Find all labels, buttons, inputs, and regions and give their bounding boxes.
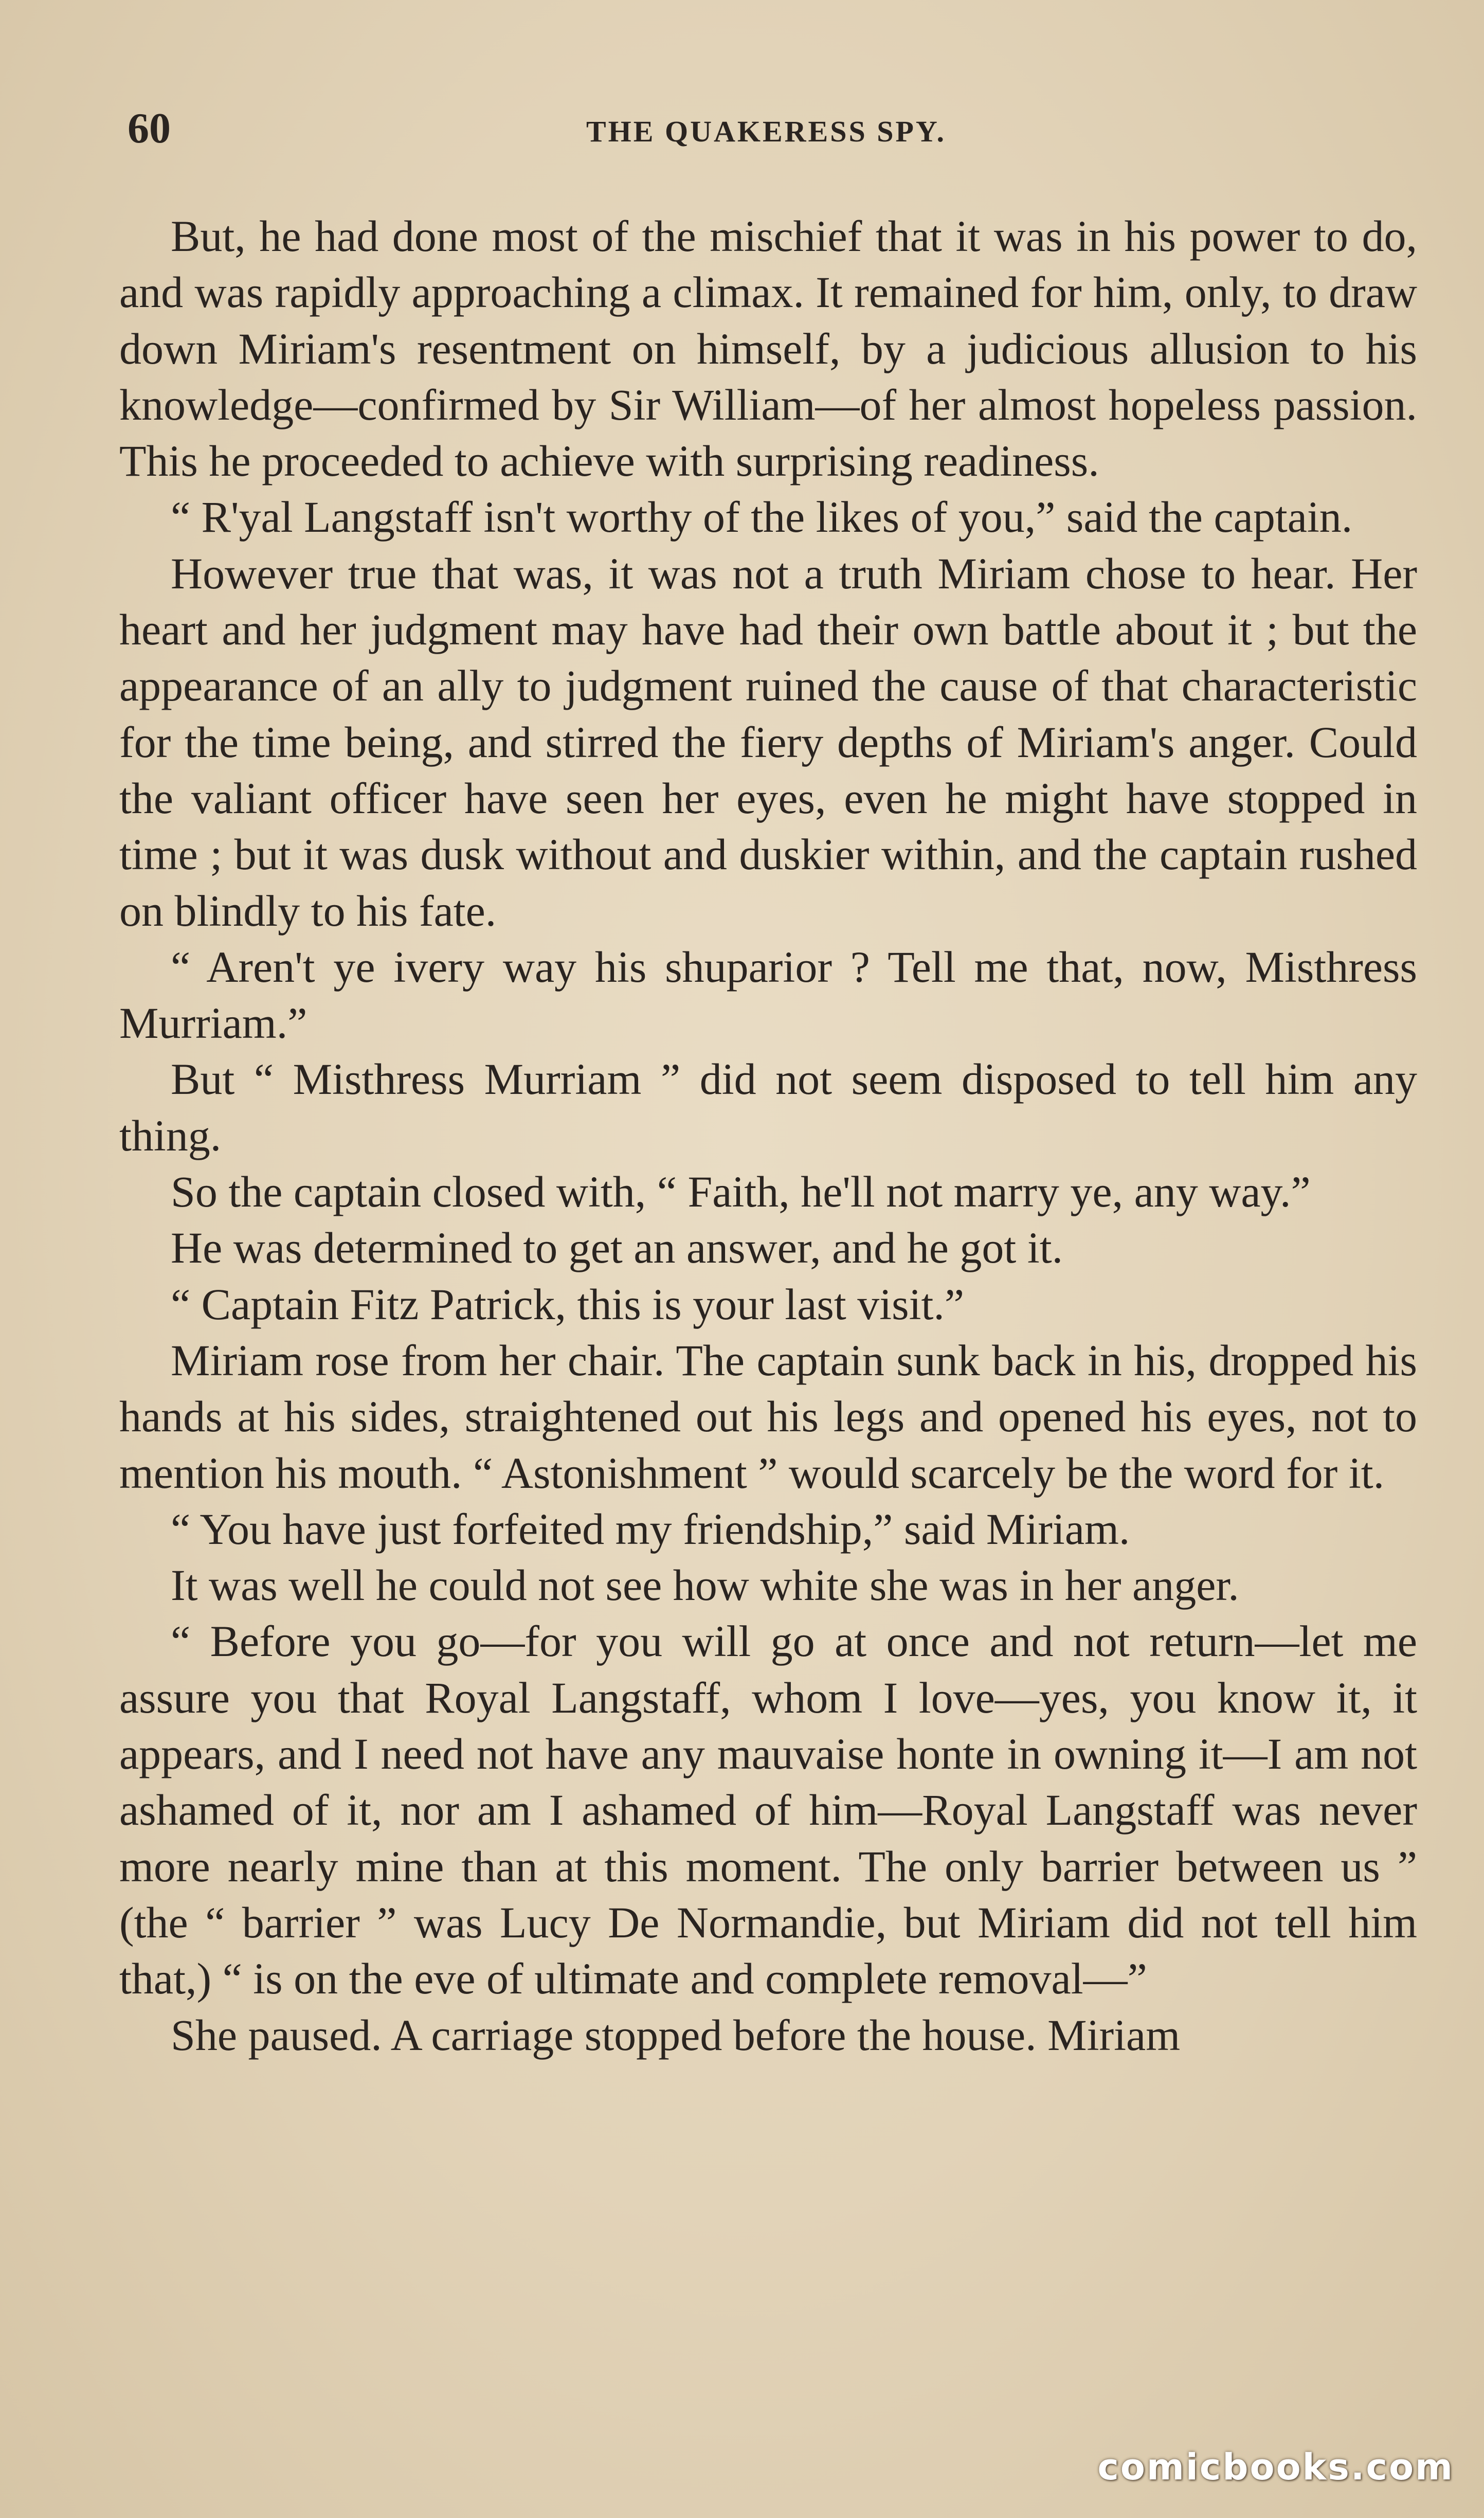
paragraph: However true that was, it was not a truth Miriam chose to hear. Her heart and her judgment may have had their own battle about it ; but the appearance of an ally to judgment ruined the cause of that characteristic for the time being, and stirred the fiery depths of Miriam's anger. Could the valiant officer have seen her eyes, even he might have stopped in time ; but it was dusk without and duskier within, and the captain rushed on blindly to his fate. — [119, 548, 1417, 936]
paragraph: So the captain closed with, “ Faith, he'll not marry ye, any way.” — [171, 1167, 1311, 1217]
paragraph: “ Aren't ye ivery way his shuparior ? Tell me that, now, Misthress Murriam.” — [119, 942, 1417, 1048]
body-text — [119, 208, 1417, 2063]
paragraph: But “ Misthress Murriam ” did not seem disposed to tell him any thing. — [119, 1054, 1417, 1160]
paragraph: “ Before you go—for you will go at once and not return—let me assure you that Royal Langstaff, whom I love—yes, you know it, it appears, and I need not have any mauvaise honte in owning it—I am not ashamed of it, nor am I ashamed of him—Royal Langstaff was never more nearly mine than at this moment. The only barrier between us ” (the “ barrier ” was Lucy De Normandie, but Miriam did not tell him that,) “ is on the eve of ultimate and complete removal—” — [119, 1616, 1417, 2004]
paragraph: She paused. A carriage stopped before the house. Miriam — [171, 2010, 1181, 2060]
paragraph: It was well he could not see how white she was in her anger. — [171, 1560, 1239, 1610]
paragraph: He was determined to get an answer, and he got it. — [171, 1223, 1063, 1273]
paragraph: But, he had done most of the mischief that it was in his power to do, and was rapidly approaching a climax. It remained for him, only, to draw down Miriam's resentment on himself, by a judicious allusion to his knowledge—confirmed by Sir William—of her almost hopeless passion. This he proceeded to achieve with surprising readiness. — [119, 211, 1417, 486]
paragraph: “ Captain Fitz Patrick, this is your last visit.” — [171, 1279, 965, 1329]
paragraph: “ You have just forfeited my friendship,” said Miriam. — [171, 1504, 1130, 1554]
running-title: THE QUAKERESS SPY. — [586, 115, 946, 148]
running-head — [118, 98, 1414, 159]
site-watermark: comicbooks.com — [1097, 2446, 1454, 2488]
page-number: 60 — [128, 104, 171, 152]
paragraph: “ R'yal Langstaff isn't worthy of the likes of you,” said the captain. — [171, 492, 1353, 542]
paragraph: Miriam rose from her chair. The captain sunk back in his, dropped his hands at his sides, straightened out his legs and opened his eyes, not to mention his mouth. “ Astonishment ” would scarcely be the word for it. — [119, 1335, 1417, 1498]
